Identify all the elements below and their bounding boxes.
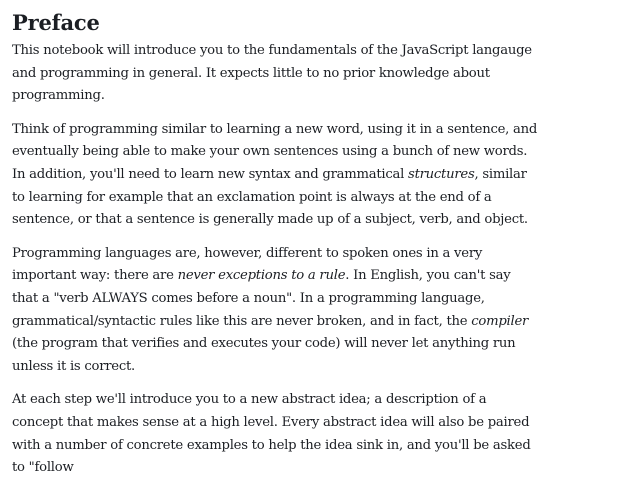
text-segment: (the program that verifies and executes your code) will never let anything run unless it is correct. [12, 336, 516, 374]
paragraph-intro: This notebook will introduce you to the fundamentals of the JavaScript langauge and programming in general. It expects little to no prior knowledge about programming. [12, 43, 532, 104]
paragraph-programming-analogy [12, 119, 538, 232]
text-segment: , similar to learning for example that an exclamation point is always at the end of a sentence, or that a sentence is generally made up of a subject, verb, and object. [12, 166, 528, 228]
notebook-content [12, 8, 538, 491]
preface-heading: Preface [12, 10, 100, 35]
emphasis-structures: structures [408, 166, 475, 182]
paragraph-rules [12, 243, 538, 379]
text-segment: Think of programming similar to learning a new word, using it in a sentence, and eventually being able to make your own sentences using a bunch of new words. In addition, you'll need to learn new syntax and grammatical [12, 121, 538, 182]
text-segment: Programming languages are, however, different to spoken ones in a very important way: there are [12, 245, 483, 284]
emphasis-never-exceptions: never exceptions to a rule [177, 268, 346, 284]
emphasis-compiler: compiler [471, 313, 529, 329]
text-segment: . In English, you can't say that a "verb ALWAYS comes before a noun". In a programming language, grammatical/syntactic rules like this are never broken, and in fact, the [12, 268, 511, 329]
paragraph-abstract-ideas: At each step we'll introduce you to a new abstract idea; a description of a concept that makes sense at a high level. Every abstract idea will also be paired with a number of concrete examples to help the idea sink in, and you'll be asked to "follow [12, 392, 531, 476]
